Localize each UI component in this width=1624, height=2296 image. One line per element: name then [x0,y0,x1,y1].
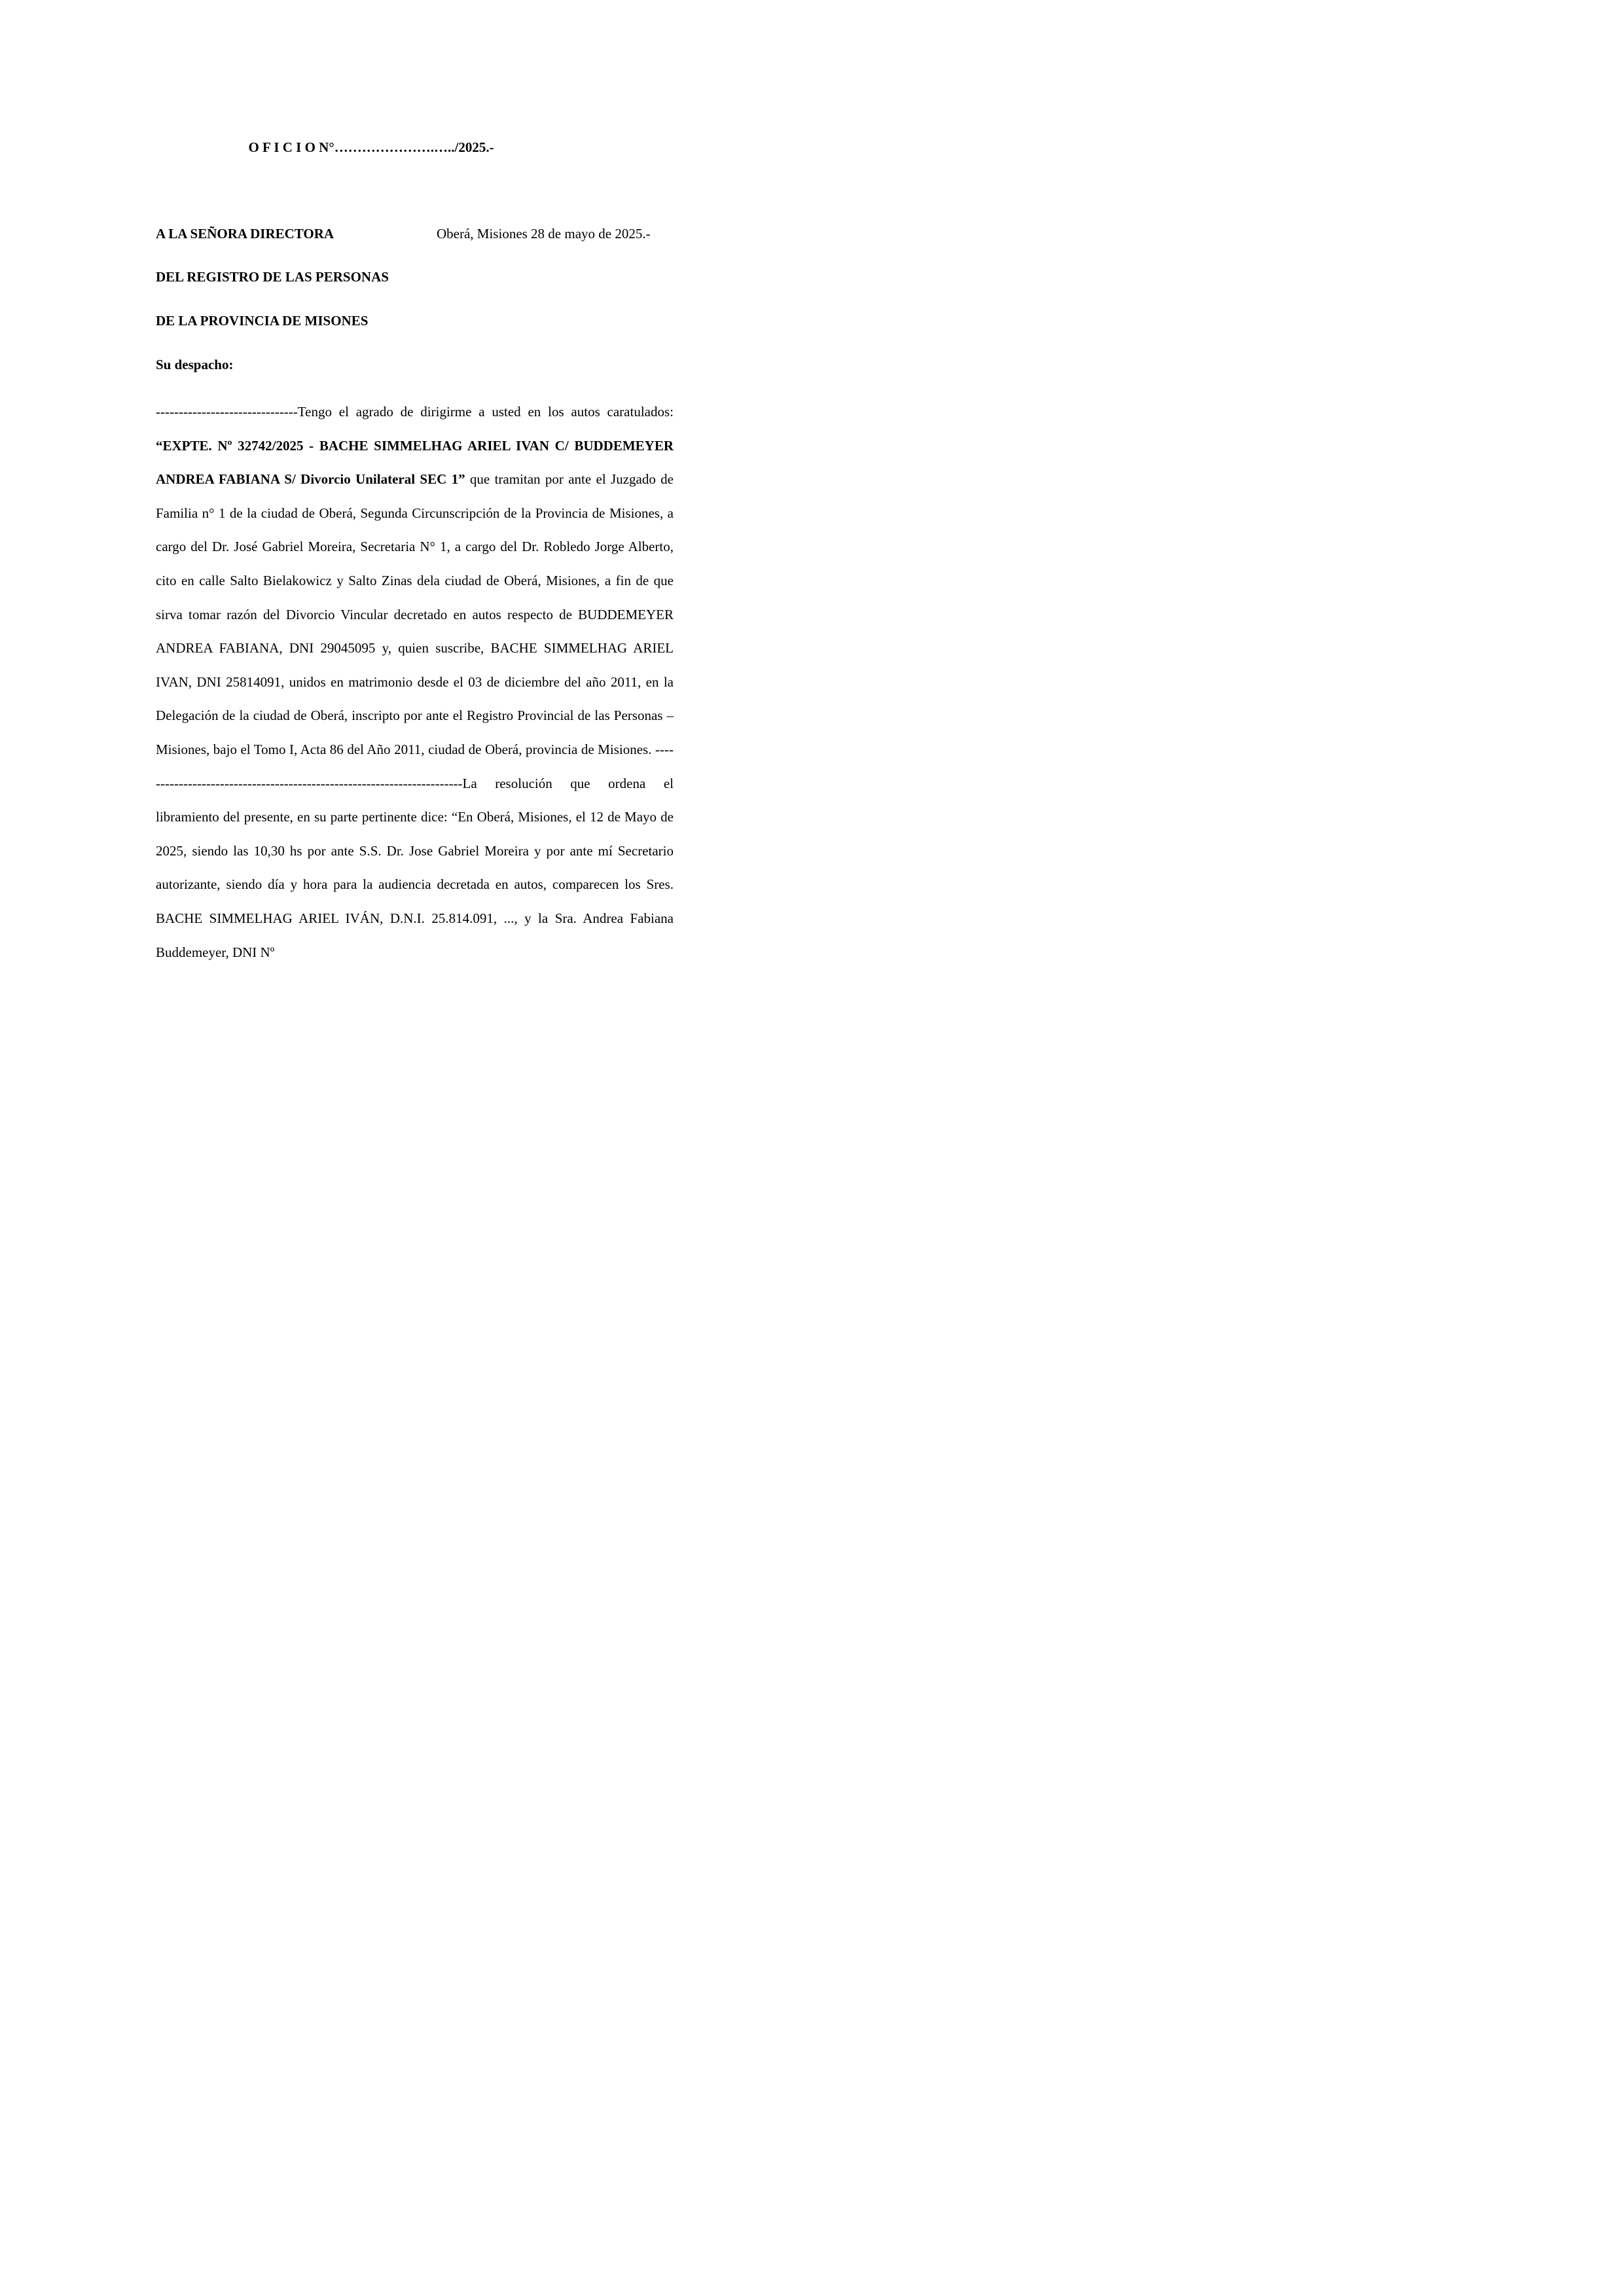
case-title: “EXPTE. Nº 32742/2025 - BACHE SIMMELHAG ARIEL IVAN C/ BUDDEMEYER ANDREA FABIANA S/ Divorcio Unilateral SEC 1” [156,437,674,488]
paragraph-1-lead-dashes: ------------------------------- [156,404,298,420]
paragraph-2-body: La resolución que ordena el libramiento del presente, en su parte pertinente dice: “En Oberá, Misiones, el 12 de Mayo de 2025, siendo las 10,30 hs por ante S.S. Dr. Jose Gabriel Moreira y por ante mí Secretario autorizante, siendo día y hora para la audiencia decretada en autos, comparecen los Sres. BACHE SIMMELHAG ARIEL IVÁN, D.N.I. 25.814.091, ..., y la Sra. Andrea Fabiana Buddemeyer, DNI Nº [156,775,674,960]
paragraph-1 [156,404,674,791]
recipient-line-1: A LA SEÑORA DIRECTORA [156,226,334,242]
recipient-line-2: DEL REGISTRO DE LAS PERSONAS [156,269,389,285]
recipient-line-3: DE LA PROVINCIA DE MISONES [156,313,369,329]
paragraph-2 [156,776,674,960]
salutation: Su despacho: [156,357,234,372]
document-page [0,0,723,1022]
paragraph-1-trail-dashes: ------------------------------------------- [156,741,674,791]
body-text [156,395,674,969]
document-date: Oberá, Misiones 28 de mayo de 2025.- [437,226,651,242]
paragraph-2-lead-dashes: ---------------------------- [334,775,463,791]
document-title: O F I C I O N°………………….…../2025.- [248,139,494,155]
paragraph-1-body: que tramitan por ante el Juzgado de Familia n° 1 de la ciudad de Oberá, Segunda Circunscripción de la Provincia de Misiones, a cargo del Dr. José Gabriel Moreira, Secretaria N° 1, a cargo del Dr. Robledo Jorge Alberto, cito en calle Salto Bielakowicz y Salto Zinas dela ciudad de Oberá, Misiones, a fin de que sirva tomar razón del Divorcio Vincular decretado en autos respecto de BUDDEMEYER ANDREA FABIANA, DNI 29045095 y, quien suscribe, BACHE SIMMELHAG ARIEL IVAN, DNI 25814091, unidos en matrimonio desde el 03 de diciembre del año 2011, en la Delegación de la ciudad de Oberá, inscripto por ante el Registro Provincial de las Personas – Misiones, bajo el Tomo I, Acta 86 del Año 2011, ciudad de Oberá, provincia de Misiones. [156,471,674,757]
paragraph-1-intro: Tengo el agrado de dirigirme a usted en los autos caratulados: [297,404,674,420]
